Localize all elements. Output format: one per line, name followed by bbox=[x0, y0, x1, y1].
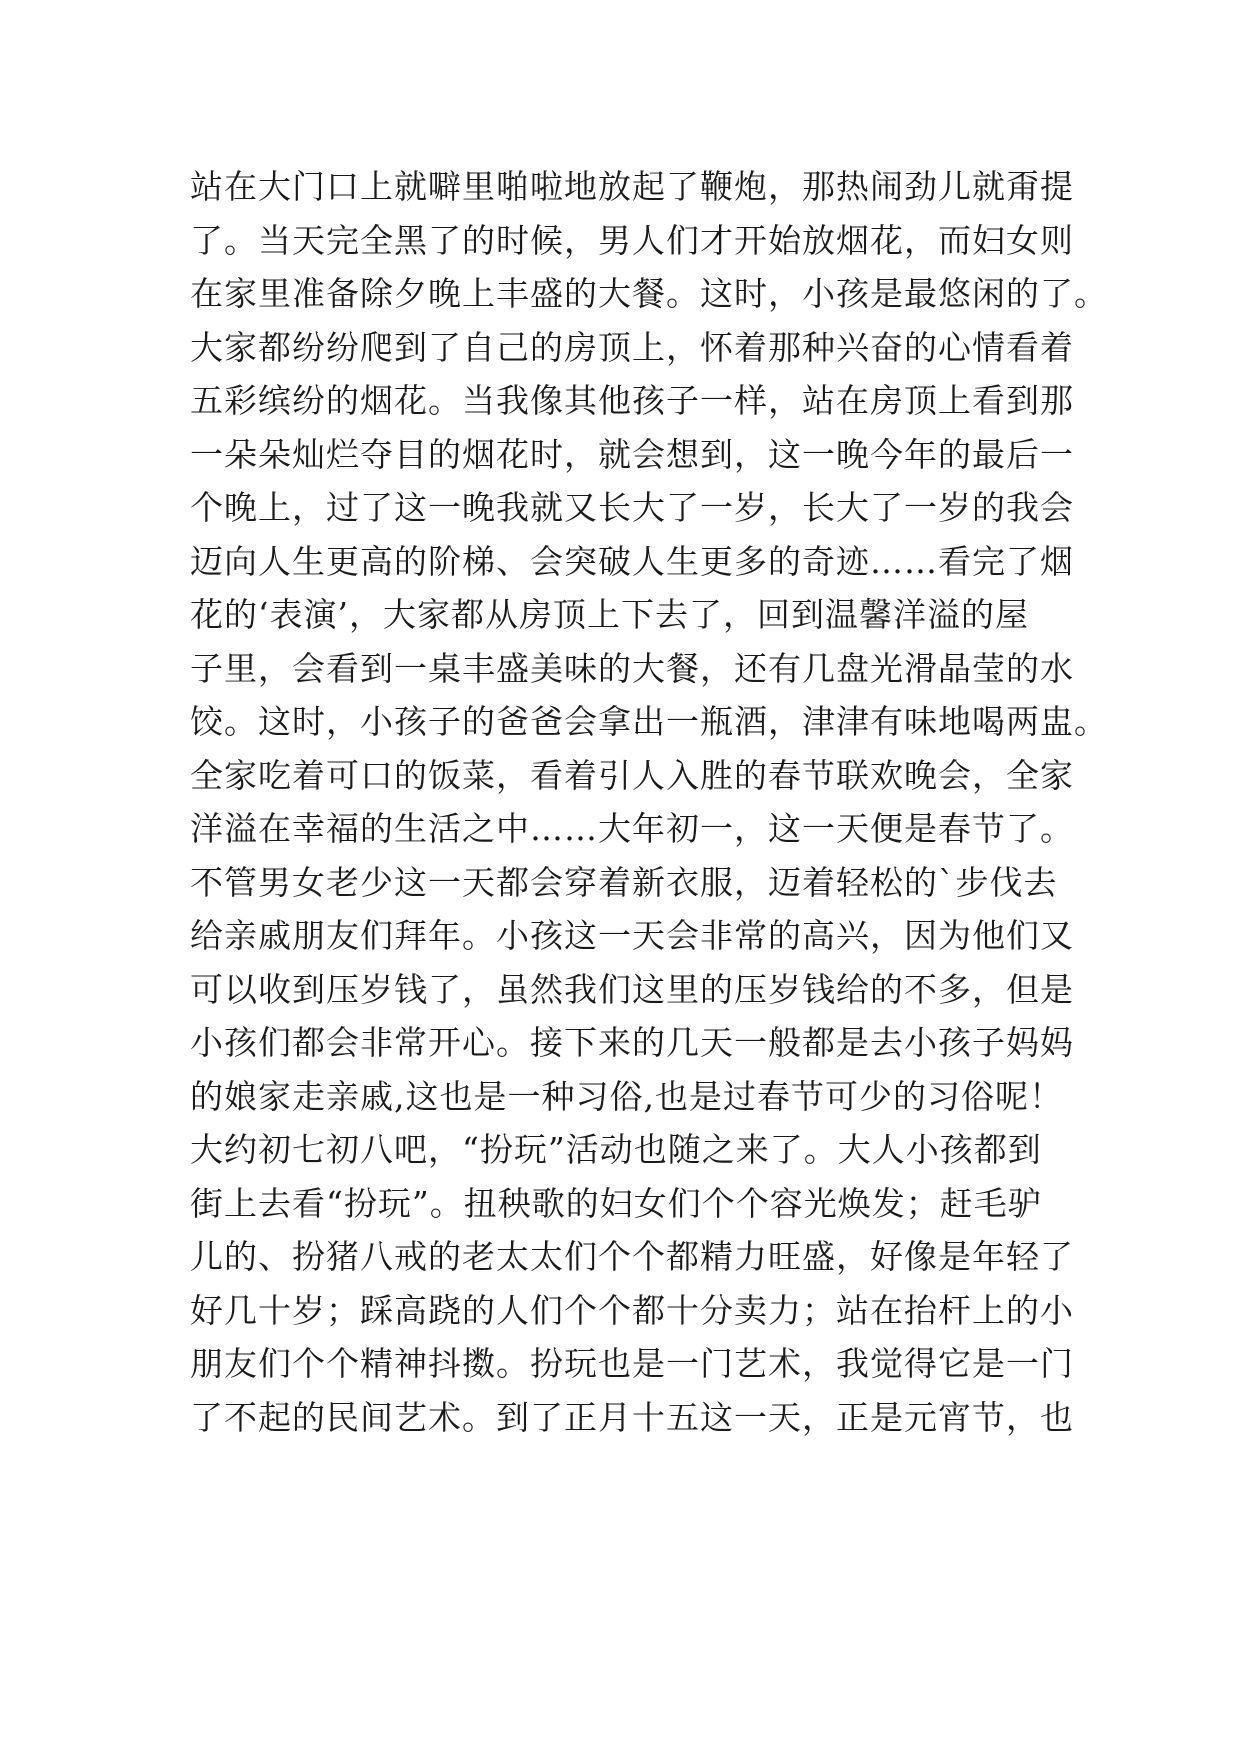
text-line: 可以收到压岁钱了，虽然我们这里的压岁钱给的不多，但是 bbox=[190, 969, 1074, 1009]
text-line: 饺。这时，小孩子的爸爸会拿出一瓶酒，津津有味地喝两盅。 bbox=[190, 702, 1108, 741]
text-line: 了。当天完全黑了的时候，男人们才开始放烟花，而妇女则 bbox=[190, 220, 1074, 260]
text-line: 全家吃着可口的饭菜，看着引人入胜的春节联欢晚会，全家 bbox=[190, 755, 1074, 795]
text-line: 大家都纷纷爬到了自己的房顶上，怀着那种兴奋的心情看着 bbox=[190, 327, 1074, 367]
text-line: 儿的、扮猪八戒的老太太们个个都精力旺盛，好像是年轻了 bbox=[190, 1237, 1074, 1276]
text-line: 朋友们个个精神抖擞。扮玩也是一门艺术，我觉得它是一门 bbox=[190, 1344, 1074, 1383]
text-line: 一朵朵灿烂夺目的烟花时，就会想到，这一晚今年的最后一 bbox=[190, 434, 1074, 474]
text-line: 给亲戚朋友们拜年。小孩这一天会非常的高兴，因为他们又 bbox=[190, 916, 1074, 955]
text-line: 不管男女老少这一天都会穿着新衣服，迈着轻松的`步伐去 bbox=[190, 862, 1058, 902]
text-line: 迈向人生更高的阶梯、会突破人生更多的奇迹……看完了烟 bbox=[190, 541, 1074, 581]
text-line: 站在大门口上就噼里啪啦地放起了鞭炮，那热闹劲儿就甭提 bbox=[190, 167, 1074, 206]
text-line: 花的‘表演’，大家都从房顶上下去了，回到温馨洋溢的屋 bbox=[190, 595, 1029, 634]
text-line: 子里，会看到一桌丰盛美味的大餐，还有几盘光滑晶莹的水 bbox=[190, 648, 1074, 688]
text-line: 洋溢在幸福的生活之中……大年初一，这一天便是春节了。 bbox=[190, 809, 1074, 848]
text-line: 了不起的民间艺术。到了正月十五这一天，正是元宵节，也 bbox=[190, 1397, 1074, 1437]
text-line: 五彩缤纷的烟花。当我像其他孩子一样，站在房顶上看到那 bbox=[190, 381, 1074, 420]
body-text bbox=[190, 160, 1108, 1444]
text-line: 在家里准备除夕晚上丰盛的大餐。这时，小孩是最悠闲的了。 bbox=[190, 274, 1108, 313]
text-line: 的娘家走亲戚,这也是一种习俗,也是过春节可少的习俗呢！ bbox=[190, 1076, 1063, 1116]
text-line: 街上去看“扮玩”。扭秧歌的妇女们个个容光焕发；赶毛驴 bbox=[190, 1183, 1042, 1223]
text-line: 好几十岁；踩高跷的人们个个都十分卖力；站在抬杆上的小 bbox=[190, 1290, 1074, 1330]
text-line: 小孩们都会非常开心。接下来的几天一般都是去小孩子妈妈 bbox=[190, 1023, 1074, 1062]
text-line: 个晚上，过了这一晚我就又长大了一岁，长大了一岁的我会 bbox=[190, 488, 1074, 527]
text-line: 大约初七初八吧，“扮玩”活动也随之来了。大人小孩都到 bbox=[190, 1130, 1042, 1169]
